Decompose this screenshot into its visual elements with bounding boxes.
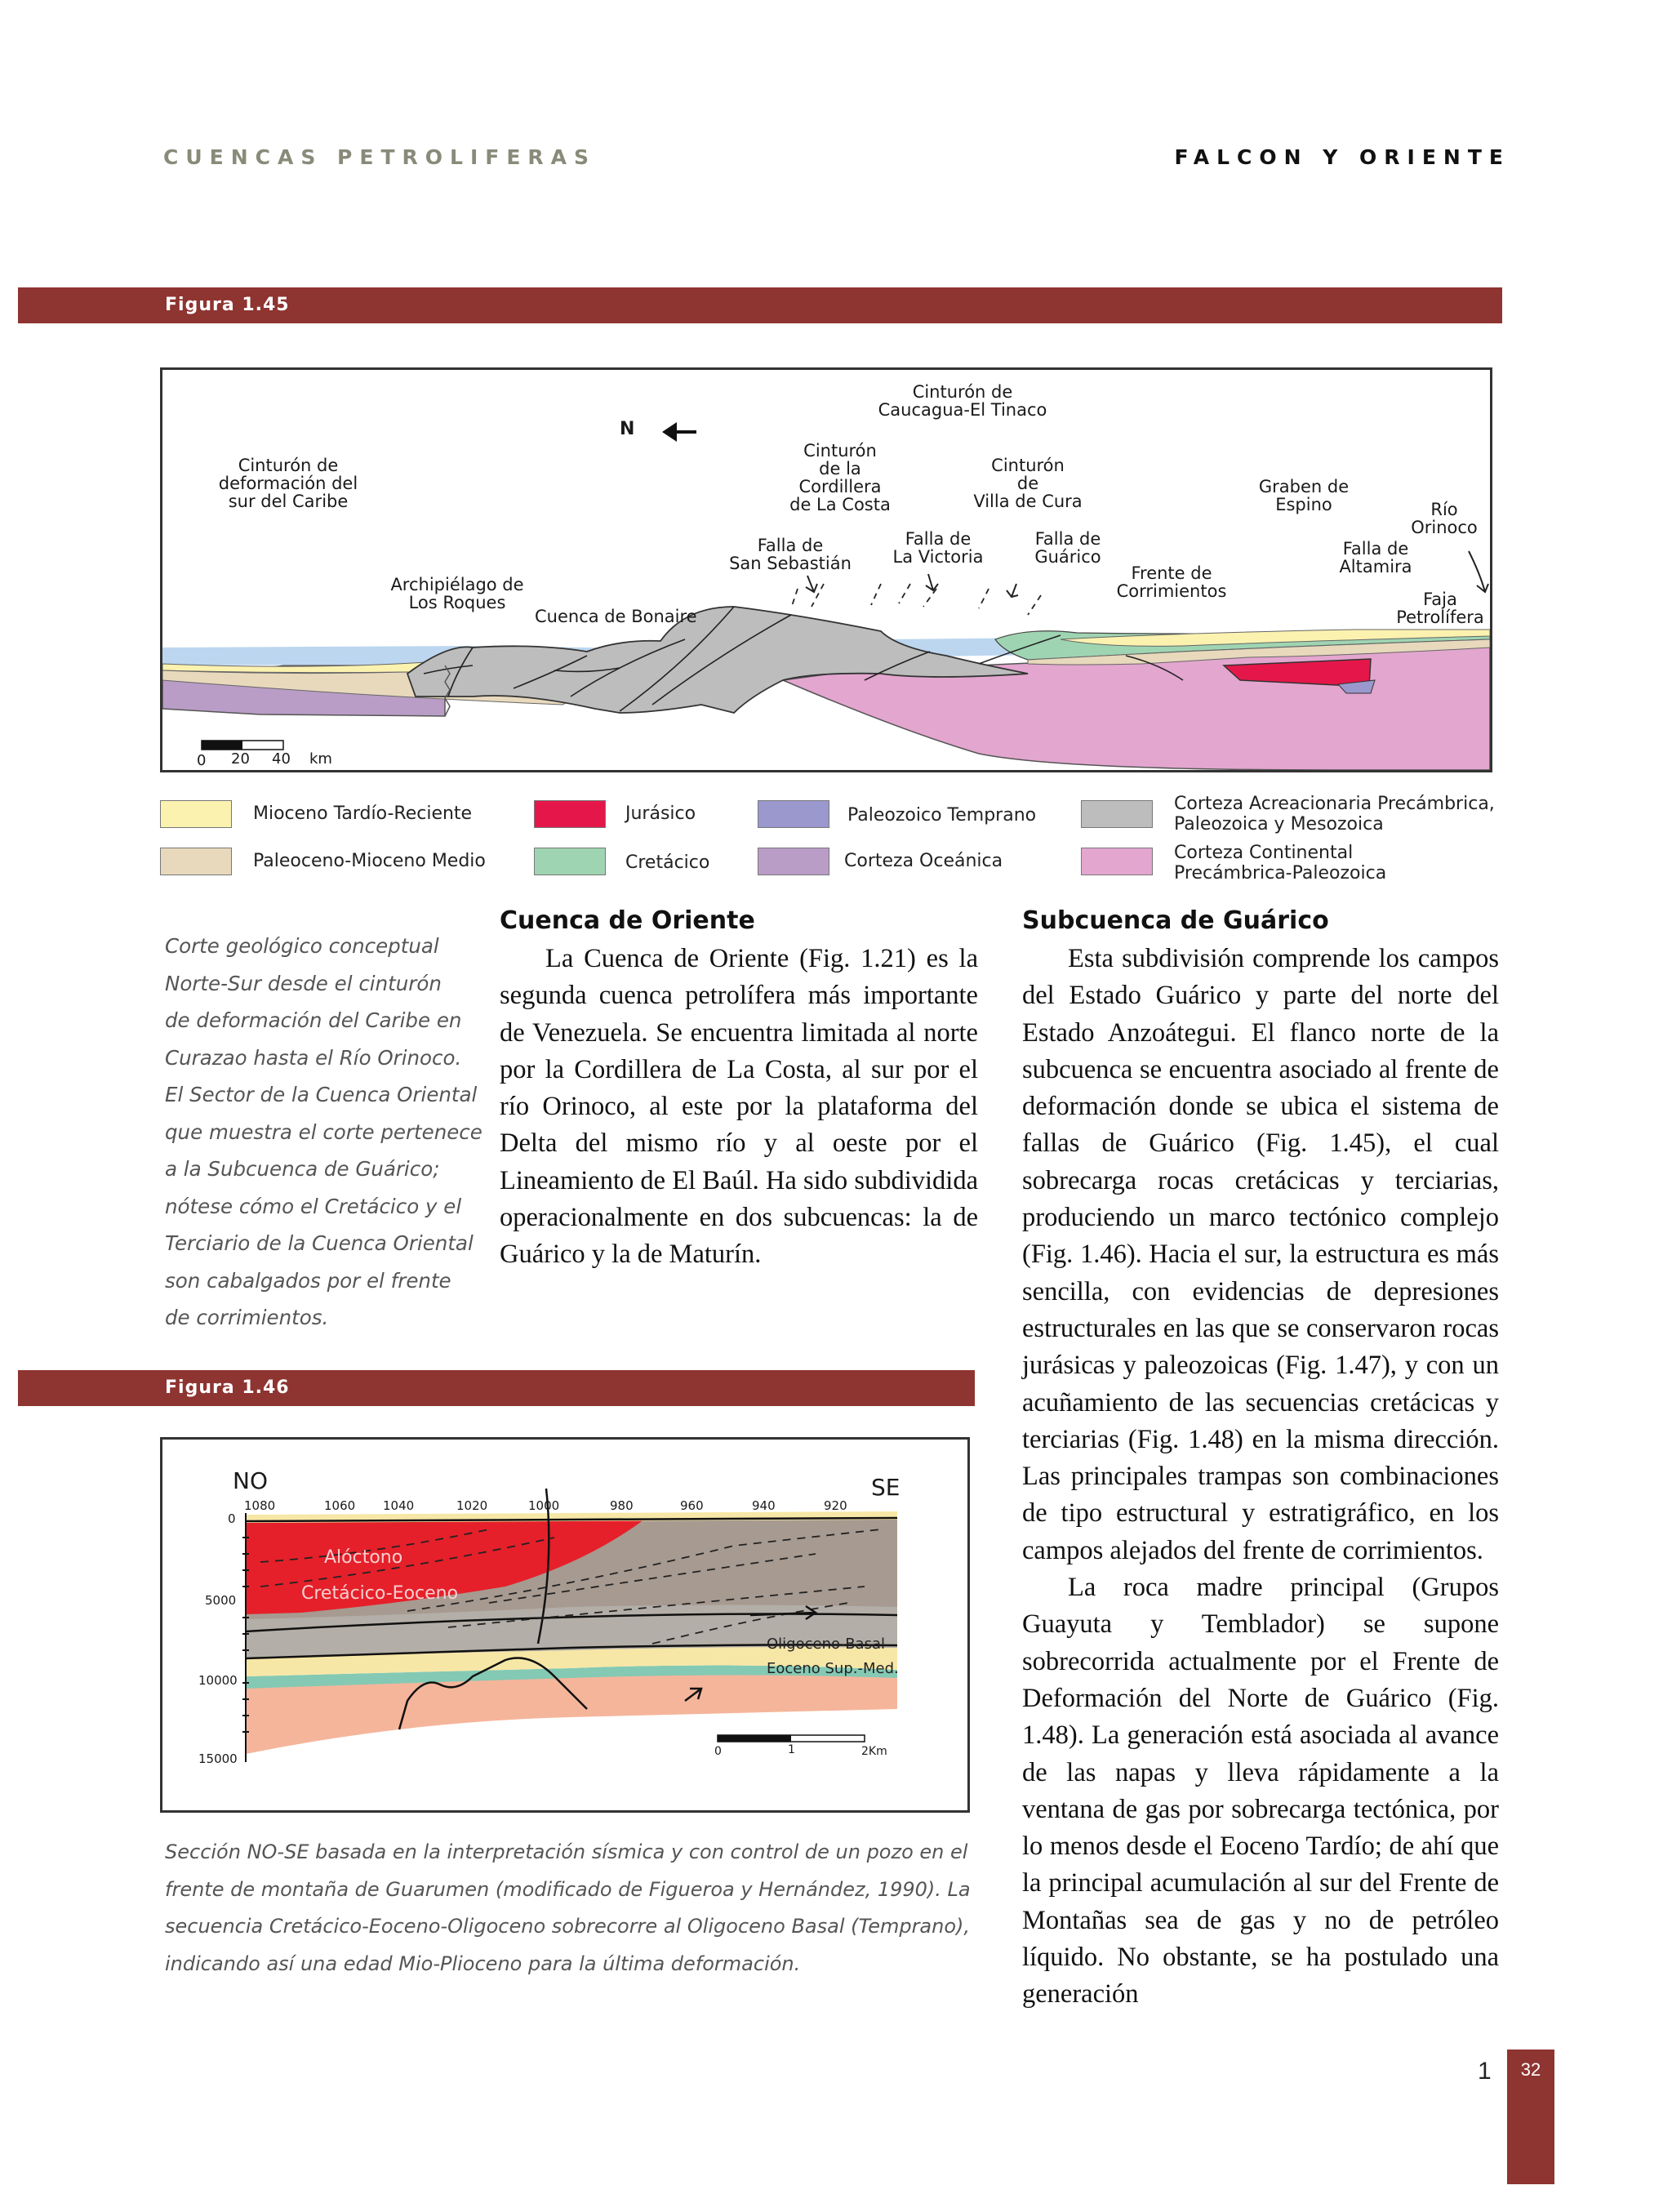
figure-1-45-legend xyxy=(160,794,1499,883)
legend-label-corteza-acreacionaria: Corteza Acreacionaria Precámbrica, Paleozoica y Mesozoica xyxy=(1174,794,1495,835)
x-tick-960: 960 xyxy=(680,1498,704,1513)
label-espino-graben: Graben de Espino xyxy=(1258,477,1350,514)
paragraph-cuenca-oriente: La Cuenca de Oriente (Fig. 1.21) es la segunda cuenca petrolífera más importante de Venezuela. Se encuentra limitada al norte por la Cordillera de La Costa, al sur por el río Orinoco, al este por la plataforma del Delta del mismo río y al oeste por el Lineamiento de El Baúl. Ha sido subdividida operacionalmente en dos subcuencas: la de Guárico y la de Maturín. xyxy=(500,944,978,1270)
scale-tick-1-km: 1 xyxy=(788,1743,795,1756)
legend-label-corteza-oceanica: Corteza Oceánica xyxy=(844,851,1003,871)
x-tick-980: 980 xyxy=(610,1498,634,1513)
label-cordillera-belt: Cinturón de la Cordillera de La Costa xyxy=(789,441,891,514)
section-title-subcuenca-guarico: Subcuenca de Guárico xyxy=(1022,906,1329,935)
label-caucagua-belt: Cinturón de Caucagua-El Tinaco xyxy=(878,382,1047,420)
legend-label-paleozoico: Paleozoico Temprano xyxy=(847,805,1037,826)
x-tick-1000: 1000 xyxy=(528,1498,560,1513)
running-header-right: FALCON Y ORIENTE xyxy=(1174,145,1510,169)
label-no: NO xyxy=(233,1467,268,1494)
label-alocton: Alóctono xyxy=(324,1547,403,1568)
north-label: N xyxy=(620,419,635,439)
label-bonaire-basin: Cuenca de Bonaire xyxy=(535,607,697,626)
label-thrust-front: Frente de Corrimientos xyxy=(1116,563,1227,601)
x-tick-1040: 1040 xyxy=(383,1498,415,1513)
label-se: SE xyxy=(871,1474,900,1501)
legend-swatch-jurasico xyxy=(534,800,606,828)
label-villa-de-cura-belt: Cinturón de Villa de Cura xyxy=(973,456,1083,511)
scale-tick-0-km: 0 xyxy=(714,1745,722,1758)
label-oligoceno-basal: Oligoceno-Basal xyxy=(767,1636,885,1653)
scale-tick-0: 0 xyxy=(197,752,207,769)
label-guarico-fault: Falla de Guárico xyxy=(1034,529,1101,567)
label-cretacico-eoceno: Cretácico-Eoceno xyxy=(301,1583,459,1604)
legend-swatch-corteza-acreacionaria xyxy=(1081,800,1153,828)
section-body-cuenca-oriente xyxy=(500,941,978,1274)
chapter-number: 1 xyxy=(1478,2058,1492,2085)
x-tick-1080: 1080 xyxy=(244,1498,276,1513)
legend-swatch-cretacico xyxy=(534,848,606,875)
paragraph-guarico-1: Esta subdivisión comprende los campos del Estado Guárico y parte del norte del Estado Anzoátegui. El flanco norte de la subcuenca se encuentra asociado al frente de deformación donde se ubica el sistema de fallas de Guárico (Fig. 1.45), el cual sobrecarga rocas cretácicas y terciarias, produciendo un marco tectónico complejo (Fig. 1.46). Hacia el sur, la estructura es más sencilla, con evidencias de depresiones estructurales en las que se conservaron rocas jurásicas y paleozoicas (Fig. 1.47), y con un acuñamiento de las secuencias cretácicas y terciarias (Fig. 1.48) en la misma dirección. Las principales trampas son combinaciones de tipo estructural y estratigráfico, en los campos alejados del frente de corrimientos. xyxy=(1022,944,1499,1565)
figure-1-46-label: Figura 1.46 xyxy=(165,1377,290,1398)
depth-tick-5000: 5000 xyxy=(205,1593,237,1608)
seismic-section xyxy=(162,1440,967,1810)
figure-1-45-caption: Corte geológico conceptual Norte-Sur desde el cinturón de deformación del Caribe en Curazao hasta el Río Orinoco. El Sector de la Cuenca Oriental que muestra el corte pertenece a la Subcuenca de Guárico; nótese cómo el Cretácico y el Terciario de la Cuenca Oriental son cabalgados por el frente de corrimientos. xyxy=(165,934,482,1329)
legend-swatch-corteza-oceanica xyxy=(758,848,829,875)
label-altamira-fault: Falla de Altamira xyxy=(1339,539,1412,576)
scale-unit: km xyxy=(309,750,332,768)
figure-1-45-frame xyxy=(160,367,1492,772)
depth-tick-0: 0 xyxy=(228,1511,236,1526)
legend-swatch-paleoceno xyxy=(160,848,232,875)
label-la-victoria-fault: Falla de La Victoria xyxy=(892,529,984,567)
legend-label-corteza-continental: Corteza Continental Precámbrica-Paleozoica xyxy=(1174,843,1387,883)
x-tick-1060: 1060 xyxy=(324,1498,356,1513)
legend-swatch-corteza-continental xyxy=(1081,848,1153,875)
running-header-left: CUENCAS PETROLIFERAS xyxy=(163,145,596,169)
scale-tick-2-km: 2Km xyxy=(861,1745,887,1758)
scale-tick-40: 40 xyxy=(272,750,291,768)
x-tick-920: 920 xyxy=(824,1498,847,1513)
scale-tick-20: 20 xyxy=(231,750,250,768)
page-number: 32 xyxy=(1520,2059,1541,2080)
figure-1-45-label: Figura 1.45 xyxy=(165,295,290,315)
legend-label-cretacico: Cretácico xyxy=(625,852,710,873)
x-tick-1020: 1020 xyxy=(456,1498,488,1513)
depth-tick-10000: 10000 xyxy=(198,1673,238,1688)
legend-label-paleoceno: Paleoceno-Mioceno Medio xyxy=(253,851,486,871)
page-number-tab xyxy=(1507,2050,1554,2184)
label-san-sebastian-fault: Falla de San Sebastián xyxy=(729,536,852,573)
figure-1-46-bar xyxy=(18,1370,975,1406)
section-title-cuenca-oriente: Cuenca de Oriente xyxy=(500,906,755,935)
legend-label-mioceno: Mioceno Tardío-Reciente xyxy=(253,803,473,824)
legend-swatch-mioceno xyxy=(160,800,232,828)
depth-tick-15000: 15000 xyxy=(198,1751,238,1766)
label-caribe-belt: Cinturón de deformación del sur del Caribe xyxy=(218,456,358,511)
legend-label-jurasico: Jurásico xyxy=(625,803,696,824)
figure-1-46-frame xyxy=(160,1437,970,1813)
legend-swatch-paleozoico xyxy=(758,800,829,828)
label-los-roques: Archipiélago de Los Roques xyxy=(390,575,524,612)
label-orinoco-river: Río Orinoco xyxy=(1411,500,1478,537)
label-oil-belt: Faja Petrolífera xyxy=(1396,590,1484,627)
paragraph-guarico-2: La roca madre principal (Grupos Guayuta y Temblador) se supone sobrecorrida actualmente por el Frente de Deformación del Norte de Guárico (Fig. 1.48). La generación está asociada al avance de las napas y lleva rápidamente a la ventana de gas por sobrecarga tectónica, por lo menos desde el Eoceno Tardío; de ahí que la principal acumulación al sur del Frente de Montañas sea de gas y no de petróleo líquido. No obstante, se ha postulado una generación xyxy=(1022,1573,1499,2009)
figure-1-45-bar xyxy=(18,287,1502,323)
figure-1-46-caption: Sección NO-SE basada en la interpretación sísmica y con control de un pozo en el frente de montaña de Guarumen (modificado de Figueroa y Hernández, 1990). La secuencia Cretácico-Eoceno-Oligoceno sobrecorre al Oligoceno Basal (Temprano), indicando así una edad Mio-Plioceno para la última deformación. xyxy=(165,1840,971,1975)
x-tick-940: 940 xyxy=(752,1498,776,1513)
label-eoceno-sup-med: Eoceno Sup.-Med. xyxy=(767,1660,899,1677)
section-body-subcuenca-guarico xyxy=(1022,941,1499,2014)
